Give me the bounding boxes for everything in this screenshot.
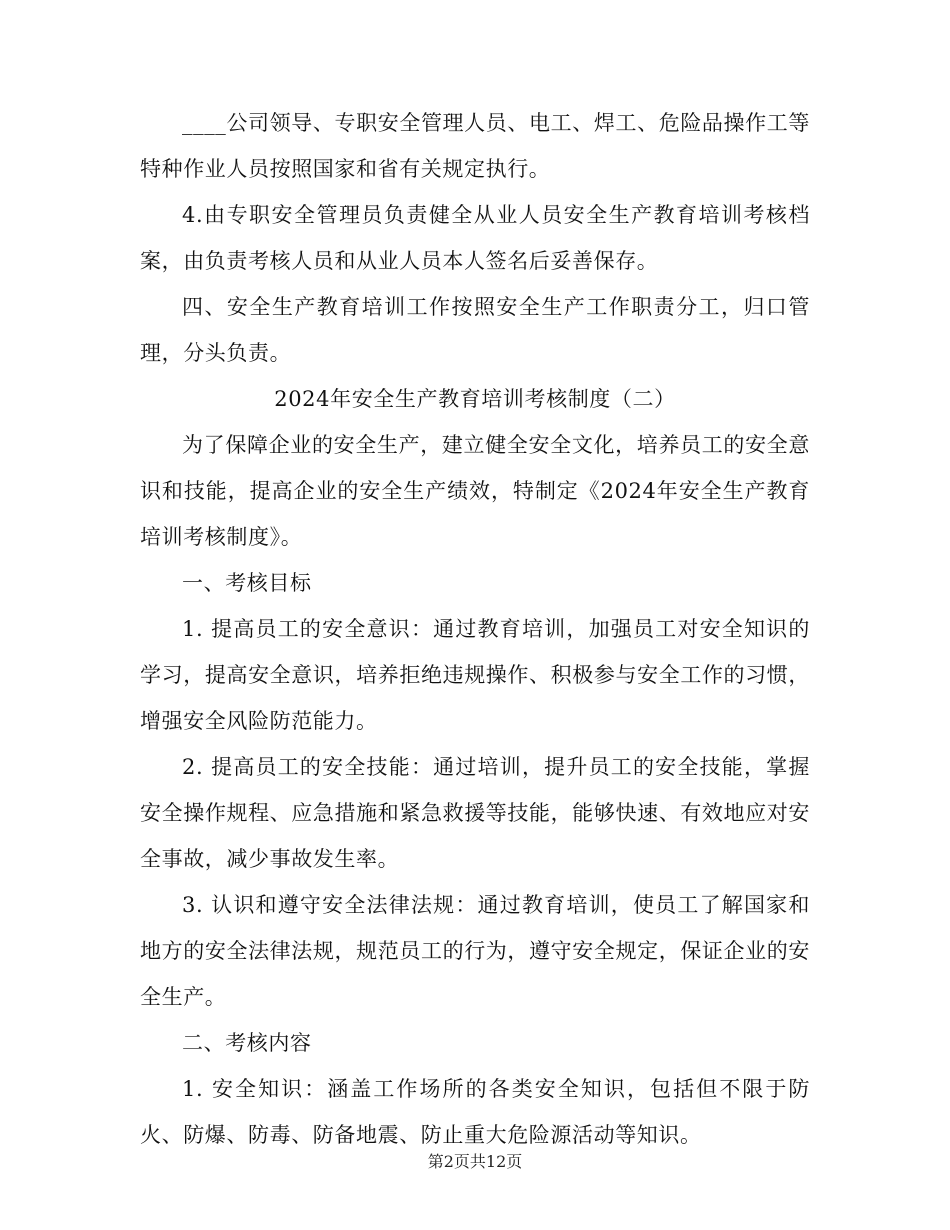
paragraph: 1. 安全知识：涵盖工作场所的各类安全知识，包括但不限于防火、防爆、防毒、防备地震、防止重大危险源活动等知识。 xyxy=(140,1077,810,1147)
subheading: 二、考核内容 xyxy=(182,1031,312,1055)
paragraph: 4.由专职安全管理员负责健全从业人员安全生产教育培训考核档案，由负责考核人员和从业人员本人签名后妥善保存。 xyxy=(140,203,810,273)
paragraph: ____公司领导、专职安全管理人员、电工、焊工、危险品操作工等特种作业人员按照国家和省有关规定执行。 xyxy=(140,111,810,181)
paragraph: 四、安全生产教育培训工作按照安全生产工作职责分工，归口管理，分头负责。 xyxy=(140,295,810,365)
paragraph: 2. 提高员工的安全技能：通过培训，提升员工的安全技能，掌握安全操作规程、应急措施和紧急救援等技能，能够快速、有效地应对安全事故，减少事故发生率。 xyxy=(140,755,810,871)
page-number: 第2页共12页 xyxy=(427,1152,523,1171)
document-body xyxy=(140,100,810,1158)
paragraph: 为了保障企业的安全生产，建立健全安全文化，培养员工的安全意识和技能，提高企业的安全生产绩效，特制定《2024年安全生产教育培训考核制度》。 xyxy=(140,433,810,549)
paragraph: 1. 提高员工的安全意识：通过教育培训，加强员工对安全知识的学习，提高安全意识，培养拒绝违规操作、积极参与安全工作的习惯，增强安全风险防范能力。 xyxy=(140,617,810,733)
subheading: 一、考核目标 xyxy=(182,571,312,595)
paragraph: 3. 认识和遵守安全法律法规：通过教育培训，使员工了解国家和地方的安全法律法规，规范员工的行为，遵守安全规定，保证企业的安全生产。 xyxy=(140,893,810,1009)
section-title: 2024年安全生产教育培训考核制度（二） xyxy=(274,387,676,411)
